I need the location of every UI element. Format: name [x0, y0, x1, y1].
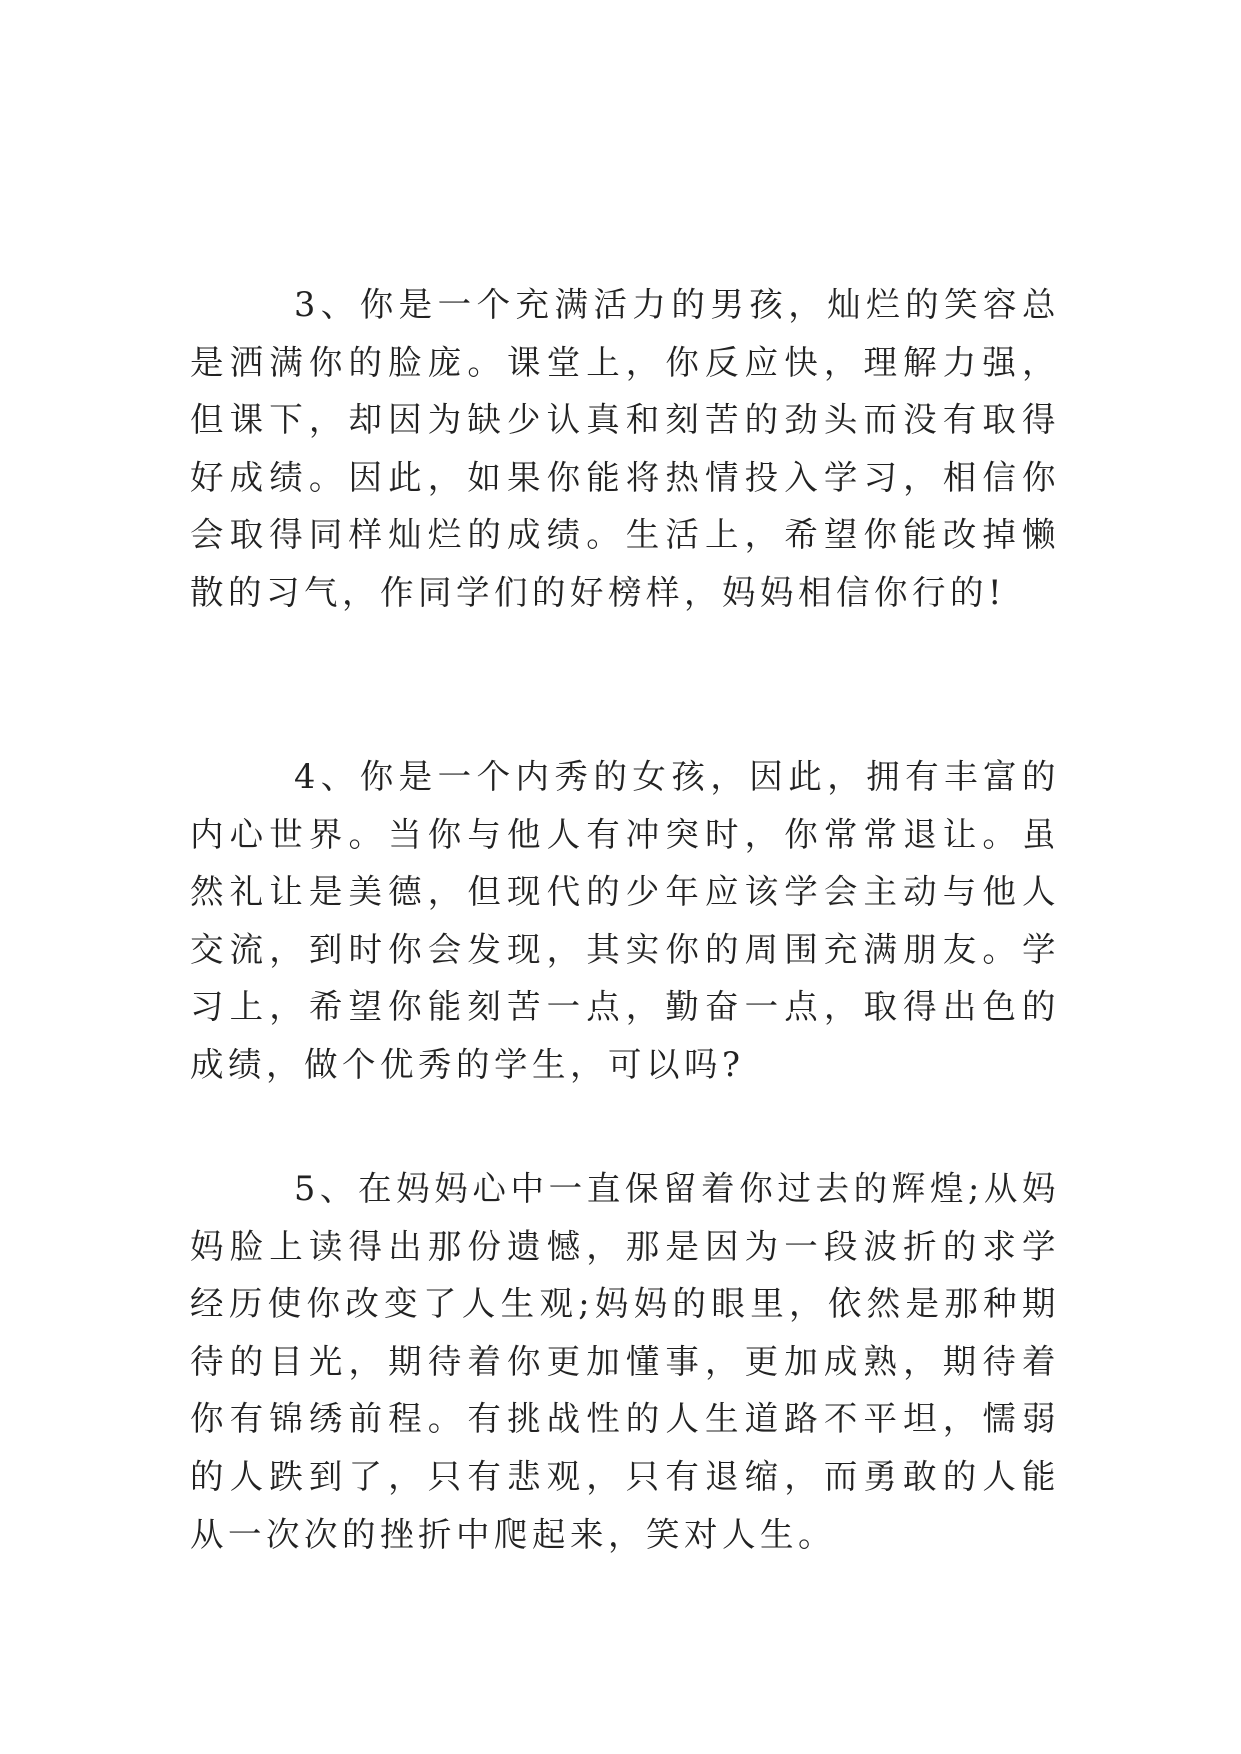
paragraph-4: 4、你是一个内秀的女孩，因此，拥有丰富的内心世界。当你与他人有冲突时，你常常退让。虽然礼让是美德，但现代的少年应该学会主动与他人交流，到时你会发现，其实你的周围充满朋友。学习上，希望你能刻苦一点，勤奋一点，取得出色的成绩，做个优秀的学生，可以吗?	[190, 757, 1060, 1084]
paragraph-5: 5、在妈妈心中一直保留着你过去的辉煌;从妈妈脸上读得出那份遗憾，那是因为一段波折的求学经历使你改变了人生观;妈妈的眼里，依然是那种期待的目光，期待着你更加懂事，更加成熟，期待着你有锦绣前程。有挑战性的人生道路不平坦，懦弱的人跌到了，只有悲观，只有退缩，而勇敢的人能从一次次的挫折中爬起来，笑对人生。	[190, 1169, 1060, 1554]
paragraph-3: 3、你是一个充满活力的男孩，灿烂的笑容总是洒满你的脸庞。课堂上，你反应快，理解力强，但课下，却因为缺少认真和刻苦的劲头而没有取得好成绩。因此，如果你能将热情投入学习，相信你会取得同样灿烂的成绩。生活上，希望你能改掉懒散的习气，作同学们的好榜样，妈妈相信你行的!	[190, 285, 1060, 612]
